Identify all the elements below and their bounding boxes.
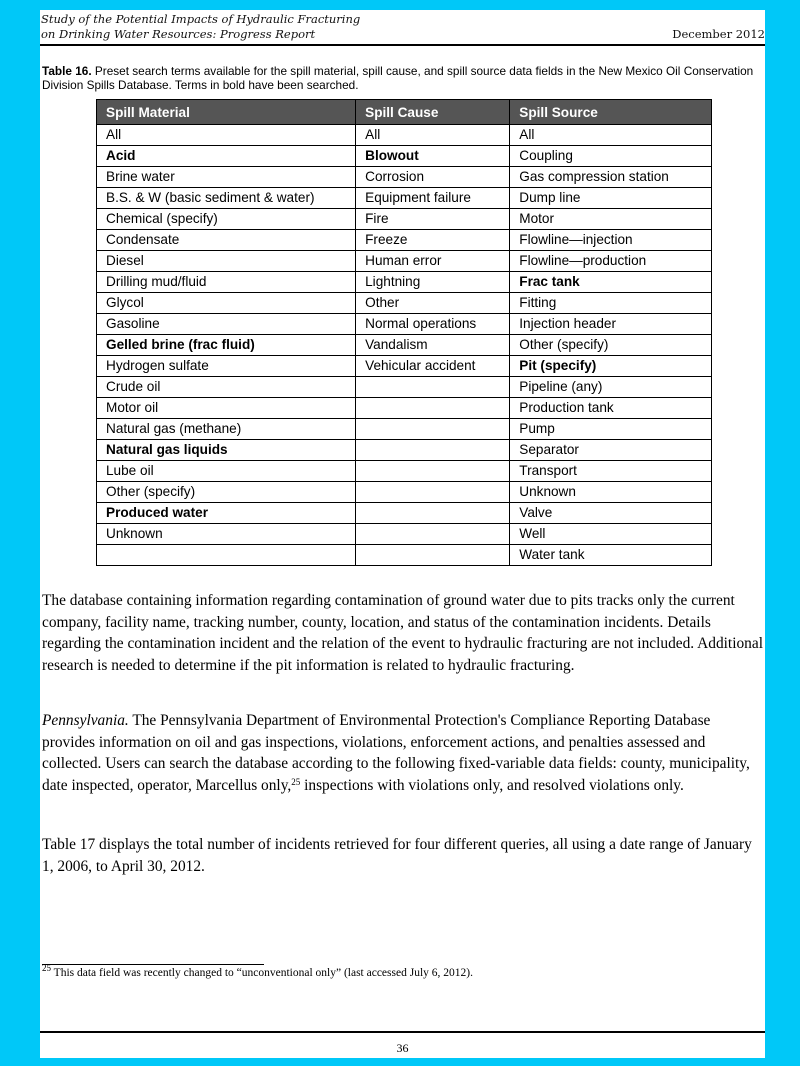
spill-source-cell: Flowline—production — [510, 251, 712, 272]
spill-cause-cell: Vehicular accident — [356, 356, 510, 377]
spill-cause-cell — [356, 440, 510, 461]
table-row — [97, 461, 712, 482]
spill-source-cell: Water tank — [510, 545, 712, 566]
spill-material-cell: Brine water — [97, 167, 356, 188]
table-row — [97, 503, 712, 524]
spill-source-cell: Valve — [510, 503, 712, 524]
header-title-line2: on Drinking Water Resources: Progress Report — [41, 27, 316, 41]
spill-material-cell: B.S. & W (basic sediment & water) — [97, 188, 356, 209]
spill-material-cell: Chemical (specify) — [97, 209, 356, 230]
spill-cause-cell: All — [356, 125, 510, 146]
spill-cause-cell: Normal operations — [356, 314, 510, 335]
caption-label: Table 16. — [42, 64, 92, 78]
spill-source-cell: Injection header — [510, 314, 712, 335]
spill-material-cell: Hydrogen sulfate — [97, 356, 356, 377]
spill-material-cell: Natural gas (methane) — [97, 419, 356, 440]
spill-material-cell — [97, 545, 356, 566]
spill-cause-cell — [356, 398, 510, 419]
spill-source-cell: Pipeline (any) — [510, 377, 712, 398]
table-row — [97, 524, 712, 545]
spill-source-cell: Transport — [510, 461, 712, 482]
spill-cause-cell — [356, 482, 510, 503]
spill-material-cell: Gelled brine (frac fluid) — [97, 335, 356, 356]
spill-source-cell: Flowline—injection — [510, 230, 712, 251]
spill-cause-cell — [356, 545, 510, 566]
spill-material-cell: Glycol — [97, 293, 356, 314]
spill-cause-cell — [356, 503, 510, 524]
spill-source-cell: Gas compression station — [510, 167, 712, 188]
table-row — [97, 440, 712, 461]
spill-cause-cell: Vandalism — [356, 335, 510, 356]
header-rule — [40, 44, 765, 46]
table-row — [97, 314, 712, 335]
table-row — [97, 377, 712, 398]
spill-source-cell: Well — [510, 524, 712, 545]
table-row — [97, 335, 712, 356]
table-row — [97, 167, 712, 188]
spill-material-cell: Motor oil — [97, 398, 356, 419]
header-spill-material: Spill Material — [97, 100, 356, 125]
spill-source-cell: Separator — [510, 440, 712, 461]
table-header-row — [97, 100, 712, 125]
spill-material-cell: Acid — [97, 146, 356, 167]
spill-source-cell: Pump — [510, 419, 712, 440]
spill-terms-table — [96, 99, 712, 566]
spill-source-cell: Frac tank — [510, 272, 712, 293]
spill-cause-cell: Lightning — [356, 272, 510, 293]
spill-cause-cell — [356, 419, 510, 440]
spill-source-cell: Dump line — [510, 188, 712, 209]
table-row — [97, 209, 712, 230]
spill-source-cell: All — [510, 125, 712, 146]
paragraph-table17: Table 17 displays the total number of incidents retrieved for four different queries, all using a date range of January 1, 2006, to April 30, 2012. — [42, 836, 752, 875]
table-row — [97, 545, 712, 566]
footnote-text: This data field was recently changed to “unconventional only” (last accessed July 6, 2012). — [51, 967, 473, 979]
spill-cause-cell — [356, 377, 510, 398]
spill-cause-cell: Freeze — [356, 230, 510, 251]
table-row — [97, 482, 712, 503]
table-row — [97, 419, 712, 440]
footnote-number: 25 — [42, 963, 51, 973]
spill-material-cell: Condensate — [97, 230, 356, 251]
spill-source-cell: Motor — [510, 209, 712, 230]
spill-source-cell: Production tank — [510, 398, 712, 419]
spill-material-cell: Diesel — [97, 251, 356, 272]
table-row — [97, 272, 712, 293]
report-page — [40, 10, 765, 1058]
table-body — [97, 125, 712, 566]
paragraph-pennsylvania — [42, 710, 764, 796]
header-title-line1: Study of the Potential Impacts of Hydraulic Fracturing — [41, 12, 361, 26]
footer-rule — [40, 1031, 765, 1033]
footnote-rule — [42, 964, 264, 965]
spill-source-cell: Unknown — [510, 482, 712, 503]
table-row — [97, 356, 712, 377]
footnote-ref[interactable]: 25 — [291, 776, 301, 787]
spill-cause-cell: Blowout — [356, 146, 510, 167]
header-spill-cause: Spill Cause — [356, 100, 510, 125]
spill-material-cell: Unknown — [97, 524, 356, 545]
spill-cause-cell: Corrosion — [356, 167, 510, 188]
table-row — [97, 251, 712, 272]
table-row — [97, 230, 712, 251]
spill-cause-cell: Human error — [356, 251, 510, 272]
caption-text: Preset search terms available for the spill material, spill cause, and spill source data fields in the New Mexico Oil Conservation Division Spills Database. Terms in bold have been searched. — [42, 64, 754, 92]
table-row — [97, 398, 712, 419]
spill-material-cell: Lube oil — [97, 461, 356, 482]
spill-source-cell: Coupling — [510, 146, 712, 167]
spill-source-cell: Fitting — [510, 293, 712, 314]
spill-cause-cell — [356, 461, 510, 482]
footnote — [42, 963, 473, 979]
spill-material-cell: Gasoline — [97, 314, 356, 335]
table-row — [97, 293, 712, 314]
spill-material-cell: Other (specify) — [97, 482, 356, 503]
spill-cause-cell: Other — [356, 293, 510, 314]
table-caption — [42, 64, 762, 92]
spill-material-cell: Produced water — [97, 503, 356, 524]
spill-material-cell: All — [97, 125, 356, 146]
spill-cause-cell — [356, 524, 510, 545]
paragraph-pit-database: The database containing information regarding contamination of ground water due to pits tracks only the current company, facility name, tracking number, county, location, and status of the contamination incidents. Details regarding the contamination incident and the relation of the event to hydraulic fracturing are not included. Additional research is needed to determine if the pit information is related to hydraulic fracturing. — [42, 592, 763, 674]
spill-source-cell: Other (specify) — [510, 335, 712, 356]
spill-cause-cell: Fire — [356, 209, 510, 230]
spill-material-cell: Crude oil — [97, 377, 356, 398]
pennsylvania-lead: Pennsylvania. — [42, 712, 129, 729]
table-row — [97, 125, 712, 146]
page-number: 36 — [396, 1041, 409, 1055]
spill-source-cell: Pit (specify) — [510, 356, 712, 377]
spill-material-cell: Drilling mud/fluid — [97, 272, 356, 293]
spill-material-cell: Natural gas liquids — [97, 440, 356, 461]
table-row — [97, 146, 712, 167]
spill-cause-cell: Equipment failure — [356, 188, 510, 209]
header-spill-source: Spill Source — [510, 100, 712, 125]
running-header-title — [41, 12, 360, 42]
pennsylvania-text: The Pennsylvania Department of Environmental Protection's Compliance Reporting Database provides information on oil and gas inspections, violations, enforcement actions, and penalties assessed and collected. Users can search the database according to the following fixed-variable data fields: county, municipality, date inspected, operator, Marcellus only, — [42, 712, 750, 794]
header-date: December 2012 — [672, 27, 765, 41]
pennsylvania-tail: inspections with violations only, and resolved violations only. — [300, 776, 684, 794]
table-row — [97, 188, 712, 209]
